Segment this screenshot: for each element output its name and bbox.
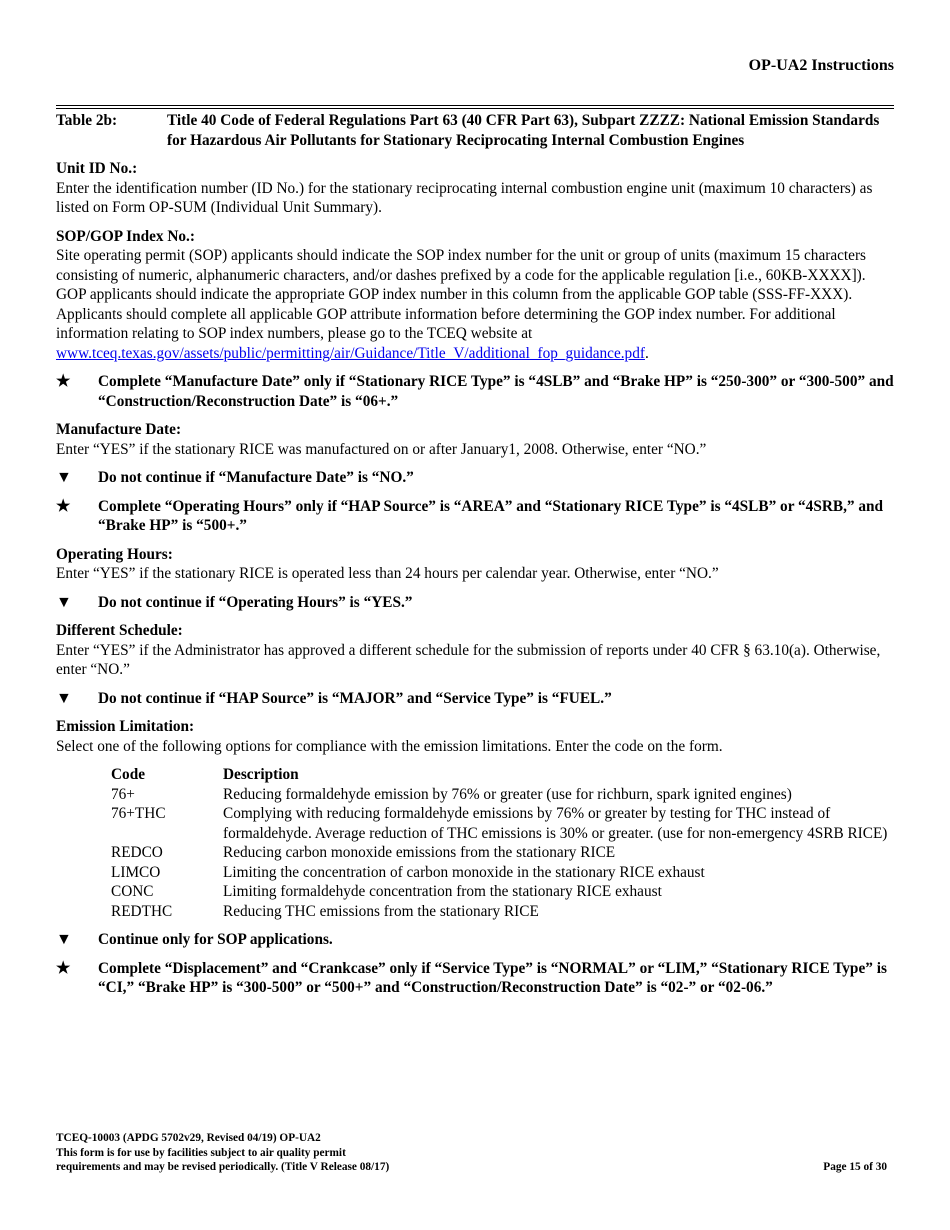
table-title — [56, 111, 894, 150]
column-header-description: Description — [223, 766, 299, 783]
triangle-down-icon: ▼ — [56, 931, 72, 948]
table-row — [111, 843, 894, 863]
instruction-text: Complete “Manufacture Date” only if “Stationary RICE Type” is “4SLB” and “Brake HP” is “250-300” or “300-500” and “Construction/Reconstruction Date” is “06+.” — [98, 373, 894, 410]
table-row — [111, 804, 894, 843]
description-cell: Complying with reducing formaldehyde emissions by 76% or greater by testing for THC instead of formaldehyde. Average reduction of THC emissions is 30% or greater. (use for non-emergency 4SRB RICE) — [223, 805, 888, 842]
section-text: Enter the identification number (ID No.) for the stationary reciprocating internal combustion engine unit (maximum 10 characters) as listed on Form OP-SUM (Individual Unit Summary). — [56, 179, 873, 216]
code-cell: REDCO — [111, 844, 163, 861]
codes-table-header — [111, 765, 894, 785]
table-row — [111, 882, 894, 902]
section-sop-gop — [56, 227, 894, 364]
instruction-text: Do not continue if “Operating Hours” is “YES.” — [98, 593, 413, 611]
instruction-complete-operating-hours — [56, 497, 894, 536]
table-title-text: Title 40 Code of Federal Regulations Part 63 (40 CFR Part 63), Subpart ZZZZ: National Emission Standards for Hazardous Air Pollutants for Stationary Reciprocating Internal Combustion Engines — [167, 112, 880, 149]
codes-table — [111, 765, 894, 921]
instruction-complete-manufacture-date — [56, 372, 894, 411]
description-cell: Reducing carbon monoxide emissions from the stationary RICE — [223, 844, 616, 861]
main-content — [56, 111, 894, 1007]
table-title-label: Table 2b: — [56, 112, 118, 129]
triangle-down-icon: ▼ — [56, 689, 72, 707]
description-cell: Reducing formaldehyde emission by 76% or greater (use for richburn, spark ignited engines) — [223, 785, 792, 803]
instruction-stop-manufacture-date — [56, 468, 894, 488]
footer-form-id: TCEQ-10003 (APDG 5702v29, Revised 04/19) OP-UA2 — [56, 1132, 321, 1144]
page-number: Page 15 of 30 — [823, 1161, 887, 1173]
table-row — [111, 785, 894, 805]
section-heading: Emission Limitation: — [56, 718, 195, 735]
section-unit-id — [56, 159, 894, 218]
instruction-text: Continue only for SOP applications. — [98, 931, 333, 948]
instruction-text: Do not continue if “Manufacture Date” is “NO.” — [98, 469, 414, 486]
instruction-stop-hap-source — [56, 689, 894, 709]
footer — [56, 1131, 389, 1175]
section-text: Enter “YES” if the stationary RICE is operated less than 24 hours per calendar year. Otherwise, enter “NO.” — [56, 565, 719, 582]
instruction-text: Do not continue if “HAP Source” is “MAJOR” and “Service Type” is “FUEL.” — [98, 689, 612, 707]
section-different-schedule — [56, 621, 894, 680]
section-text-body: Site operating permit (SOP) applicants should indicate the SOP index number for the unit or group of units (maximum 15 characters consisting of numeric, alphanumeric characters, and/or dashes prefixed by a code for the applicable regulation [i.e., 60KB-XXXX]). GOP applicants should indicate the appropriate GOP index number in this column from the applicable GOP table (SSS-FF-XXX). Applicants should complete all applicable GOP attribute information before determining the GOP index number. For additional information relating to SOP index numbers, please go to the TCEQ website at — [56, 247, 867, 342]
section-text: Enter “YES” if the stationary RICE was manufactured on or after January1, 2008. Otherwise, enter “NO.” — [56, 440, 707, 458]
section-heading: Manufacture Date: — [56, 421, 182, 438]
footer-notice-1: This form is for use by facilities subject to air quality permit — [56, 1146, 346, 1159]
section-emission-limitation — [56, 717, 894, 756]
instruction-complete-displacement — [56, 959, 894, 998]
header-rule-top — [56, 105, 894, 106]
star-icon: ★ — [56, 959, 71, 977]
footer-notice-2: requirements and may be revised periodically. (Title V Release 08/17) — [56, 1161, 390, 1173]
star-icon: ★ — [56, 373, 71, 390]
section-operating-hours — [56, 545, 894, 584]
triangle-down-icon: ▼ — [56, 593, 72, 611]
header-rule-bottom — [56, 108, 894, 109]
instruction-text: Complete “Operating Hours” only if “HAP Source” is “AREA” and “Stationary RICE Type” is “4SLB” or “4SRB,” and “Brake HP” is “500+.” — [98, 497, 884, 534]
description-cell: Reducing THC emissions from the stationary RICE — [223, 902, 539, 920]
table-row — [111, 902, 894, 922]
code-cell: 76+ — [111, 785, 135, 803]
guidance-link[interactable]: www.tceq.texas.gov/assets/public/permitting/air/Guidance/Title_V/additional_fop_guidance.pdf — [56, 344, 645, 362]
header-title: OP-UA2 Instructions — [748, 57, 894, 74]
section-text-end: . — [644, 344, 649, 362]
instruction-text: Complete “Displacement” and “Crankcase” only if “Service Type” is “NORMAL” or “LIM,” “Stationary RICE Type” is “CI,” “Brake HP” is “300-500” or “500+” and “Construction/Reconstruction Date” is “02-” or “02-06.” — [98, 959, 887, 996]
section-heading: SOP/GOP Index No.: — [56, 227, 195, 245]
triangle-down-icon: ▼ — [56, 469, 72, 486]
section-heading: Different Schedule: — [56, 622, 183, 639]
instruction-continue-sop — [56, 930, 894, 950]
section-text: Select one of the following options for compliance with the emission limitations. Enter the code on the form. — [56, 737, 723, 755]
code-cell: LIMCO — [111, 863, 161, 881]
table-row — [111, 863, 894, 883]
code-cell: REDTHC — [111, 902, 173, 920]
star-icon: ★ — [56, 497, 71, 515]
section-heading: Operating Hours: — [56, 545, 173, 563]
instruction-stop-operating-hours — [56, 593, 894, 613]
description-cell: Limiting formaldehyde concentration from the stationary RICE exhaust — [223, 883, 662, 900]
section-manufacture-date — [56, 420, 894, 459]
section-text: Enter “YES” if the Administrator has approved a different schedule for the submission of reports under 40 CFR § 63.10(a). Otherwise, enter “NO.” — [56, 641, 881, 678]
description-cell: Limiting the concentration of carbon monoxide in the stationary RICE exhaust — [223, 863, 705, 881]
column-header-code: Code — [111, 766, 145, 783]
section-heading: Unit ID No.: — [56, 160, 138, 177]
code-cell: 76+THC — [111, 805, 166, 822]
section-text — [56, 246, 894, 363]
code-cell: CONC — [111, 883, 154, 900]
